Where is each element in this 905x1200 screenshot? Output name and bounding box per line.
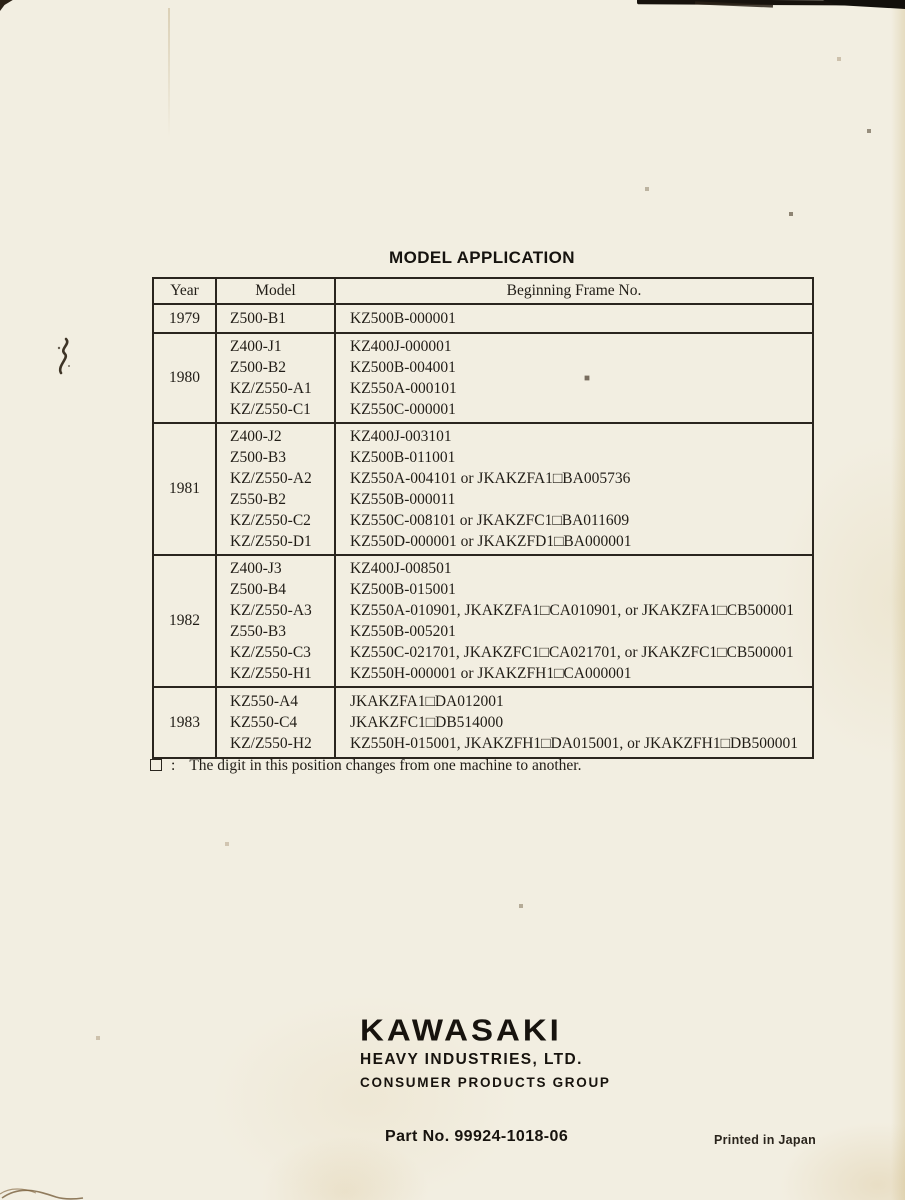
changing-digit-square-icon [150,759,162,771]
frame-no-value: KZ500B-004001 [350,359,456,376]
model-value: KZ/Z550-D1 [230,533,312,550]
kawasaki-branding [360,1013,611,1090]
model-value: KZ/Z550-A3 [230,602,312,619]
consumer-products-line: CONSUMER PRODUCTS GROUP [360,1075,611,1090]
footnote-colon: : [171,757,176,774]
scan-artifact-page-curl [0,1176,84,1200]
frame-no-value: KZ550D-000001 or JKAKZFD1□BA000001 [350,533,632,550]
column-header-model: Model [216,278,335,304]
year-value: 1982 [153,555,216,687]
model-value: KZ550-A4 [230,693,299,710]
printed-in-japan: Printed in Japan [714,1133,817,1147]
year-value: 1979 [153,304,216,333]
scan-artifact-top-band [637,0,905,6]
model-value: KZ/Z550-C1 [230,401,311,418]
frame-no-value: KZ550C-008101 or JKAKZFC1□BA011609 [350,512,630,529]
frame-no-value: KZ550B-000011 [350,491,456,508]
table-row-1980 [153,333,813,423]
frame-no-value: JKAKZFA1□DA012001 [350,693,504,710]
column-header-frame-no: Beginning Frame No. [335,278,813,304]
year-value: 1980 [153,333,216,423]
model-value: KZ/Z550-A2 [230,470,312,487]
model-value: KZ550-C4 [230,714,298,731]
frame-no-value: KZ500B-015001 [350,581,456,598]
table-row-1982 [153,555,813,687]
year-value: 1983 [153,687,216,758]
frame-no-value: KZ550B-005201 [350,623,456,640]
column-header-year: Year [153,278,216,304]
model-application-table [152,277,814,759]
kawasaki-logo: KAWASAKI [360,1013,562,1048]
model-value: Z550-B2 [230,491,286,508]
frame-no-value: KZ500B-011001 [350,449,456,466]
frame-no-value: KZ550A-000101 [350,380,457,397]
part-number: Part No. 99924-1018-06 [385,1128,569,1145]
footnote [150,757,581,775]
frame-no-value: KZ550H-015001, JKAKZFH1□DA015001, or JKAKZFH1□DB500001 [350,735,798,752]
frame-no-value: KZ400J-008501 [350,560,452,577]
model-value: Z400-J2 [230,428,282,445]
frame-no-value: KZ400J-000001 [350,338,452,355]
model-value: KZ/Z550-H2 [230,735,312,752]
model-value: Z400-J1 [230,338,282,355]
model-value: Z500-B2 [230,359,286,376]
model-value: Z500-B3 [230,449,286,466]
year-value: 1981 [153,423,216,555]
scan-artifact-top-left-corner [0,0,15,11]
scan-artifact-crease [168,8,170,138]
frame-no-value: KZ400J-003101 [350,428,452,445]
model-value: Z500-B4 [230,581,286,598]
model-value: Z500-B1 [230,310,286,327]
scan-artifact-top-scratch [695,1,773,7]
table-row-1983 [153,687,813,758]
ink-squiggle-mark [50,336,76,385]
frame-no-value: KZ550A-010901, JKAKZFA1□CA010901, or JKAKZFA1□CB500001 [350,602,794,619]
frame-no-value: JKAKZFC1□DB514000 [350,714,504,731]
frame-no-value: KZ500B-000001 [350,310,456,327]
scan-artifact-top-right-corner [823,0,905,9]
table-row-1981 [153,423,813,555]
frame-no-value: KZ550H-000001 or JKAKZFH1□CA000001 [350,665,632,682]
paper-speckles [0,0,2,2]
model-value: Z400-J3 [230,560,282,577]
table-row-1979 [153,304,813,333]
model-value: Z550-B3 [230,623,286,640]
frame-no-value: KZ550A-004101 or JKAKZFA1□BA005736 [350,470,631,487]
footnote-text: The digit in this position changes from one machine to another. [189,757,582,774]
table-header-row [153,278,813,304]
model-value: KZ/Z550-H1 [230,665,312,682]
frame-no-value: KZ550C-021701, JKAKZFC1□CA021701, or JKAKZFC1□CB500001 [350,644,794,661]
frame-no-value: KZ550C-000001 [350,401,456,418]
model-value: KZ/Z550-A1 [230,380,312,397]
heavy-industries-line: HEAVY INDUSTRIES, LTD. [360,1051,583,1068]
page-title: MODEL APPLICATION [389,248,575,267]
model-value: KZ/Z550-C2 [230,512,311,529]
model-value: KZ/Z550-C3 [230,644,311,661]
